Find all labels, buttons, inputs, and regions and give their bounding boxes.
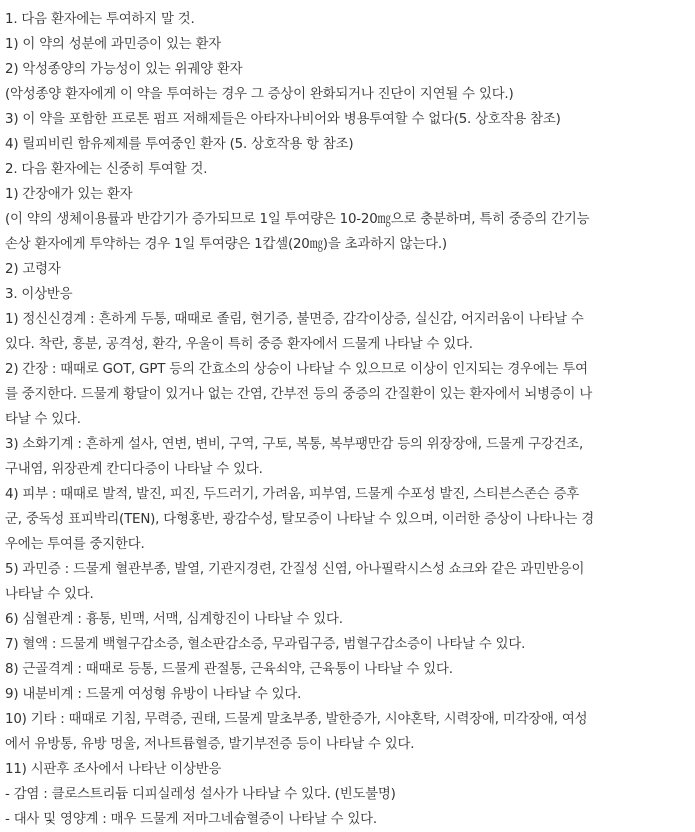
text-line: 2) 악성종양의 가능성이 있는 위궤양 환자 bbox=[5, 62, 243, 77]
text-line: 5) 과민증 : 드물게 혈관부종, 발열, 기관지경련, 간질성 신염, 아나필락시스성 쇼크와 같은 과민반응이 bbox=[5, 562, 585, 577]
text-line: (악성종양 환자에게 이 약을 투여하는 경우 그 증상이 완화되거나 진단이 지연될 수 있다.) bbox=[5, 87, 514, 102]
text-line: 1) 이 약의 성분에 과민증이 있는 환자 bbox=[5, 37, 221, 52]
text-line: 1) 정신신경계 : 흔하게 두통, 때때로 졸림, 현기증, 불면증, 감각이상증, 실신감, 어지러움이 나타날 수 bbox=[5, 312, 584, 327]
text-line: 9) 내분비계 : 드물게 여성형 유방이 나타날 수 있다. bbox=[5, 687, 302, 702]
text-line: 타날 수 있다. bbox=[5, 412, 81, 427]
text-line: 10) 기타 : 때때로 기침, 무력증, 권태, 드물게 말초부종, 발한증가, 시야혼탁, 시력장애, 미각장애, 여성 bbox=[5, 712, 588, 727]
text-line: 4) 피부 : 때때로 발적, 발진, 피진, 두드러기, 가려움, 피부염, 드물게 수포성 발진, 스티븐스존슨 증후 bbox=[5, 487, 580, 502]
text-line: - 대사 및 영양계 : 매우 드물게 저마그네슘혈증이 나타날 수 있다. bbox=[5, 812, 377, 827]
text-line: 1) 간장애가 있는 환자 bbox=[5, 187, 133, 202]
text-line: 6) 심혈관계 : 흉통, 빈맥, 서맥, 심계항진이 나타날 수 있다. bbox=[5, 612, 343, 627]
text-line: 나타날 수 있다. bbox=[5, 587, 94, 602]
text-line: - 감염 : 클로스트리듐 디피실레성 설사가 나타날 수 있다. (빈도불명) bbox=[5, 787, 396, 802]
text-line: 군, 중독성 표피박리(TEN), 다형홍반, 광감수성, 탈모증이 나타날 수 있으며, 이러한 증상이 나타나는 경 bbox=[5, 512, 595, 527]
text-line: 2) 고령자 bbox=[5, 262, 61, 277]
text-line: 1. 다음 환자에는 투여하지 말 것. bbox=[5, 12, 195, 27]
text-line: 를 중지한다. 드물게 황달이 있거나 없는 간염, 간부전 등의 중증의 간질환이 있는 환자에서 뇌병증이 나 bbox=[5, 387, 593, 402]
text-line: 11) 시판후 조사에서 나타난 이상반응 bbox=[5, 762, 222, 777]
text-line: 있다. 착란, 흥분, 공격성, 환각, 우울이 특히 중증 환자에서 드물게 나타날 수 있다. bbox=[5, 337, 473, 352]
text-line: 4) 릴피비린 함유제제를 투여중인 환자 (5. 상호작용 항 참조) bbox=[5, 137, 354, 152]
document-body bbox=[5, 7, 691, 832]
text-line: 2) 간장 : 때때로 GOT, GPT 등의 간효소의 상승이 나타날 수 있으므로 이상이 인지되는 경우에는 투여 bbox=[5, 362, 588, 377]
text-line: 3. 이상반응 bbox=[5, 287, 73, 302]
text-line: 3) 이 약을 포함한 프로톤 펌프 저해제들은 아타자나비어와 병용투여할 수 없다(5. 상호작용 참조) bbox=[5, 112, 561, 127]
text-line: 2. 다음 환자에는 신중히 투여할 것. bbox=[5, 162, 208, 177]
text-line: 에서 유방통, 유방 멍울, 저나트륨혈증, 발기부전증 등이 나타날 수 있다. bbox=[5, 737, 415, 752]
text-line: 구내염, 위장관계 칸디다증이 나타날 수 있다. bbox=[5, 462, 263, 477]
text-line: 우에는 투여를 중지한다. bbox=[5, 537, 145, 552]
text-line: (이 약의 생체이용률과 반감기가 증가되므로 1일 투여량은 10-20㎎으로 충분하며, 특히 중증의 간기능 bbox=[5, 212, 590, 227]
text-line: 7) 혈액 : 드물게 백혈구감소증, 혈소판감소증, 무과립구증, 범혈구감소증이 나타날 수 있다. bbox=[5, 637, 526, 652]
text-line: 8) 근골격계 : 때때로 등통, 드물게 관절통, 근육쇠약, 근육통이 나타날 수 있다. bbox=[5, 662, 453, 677]
text-line: 손상 환자에게 투약하는 경우 1일 투여량은 1캅셀(20㎎)을 초과하지 않는다.) bbox=[5, 237, 447, 252]
text-line: 3) 소화기계 : 흔하게 설사, 연변, 변비, 구역, 구토, 복통, 복부팽만감 등의 위장장애, 드물게 구강건조, bbox=[5, 437, 584, 452]
